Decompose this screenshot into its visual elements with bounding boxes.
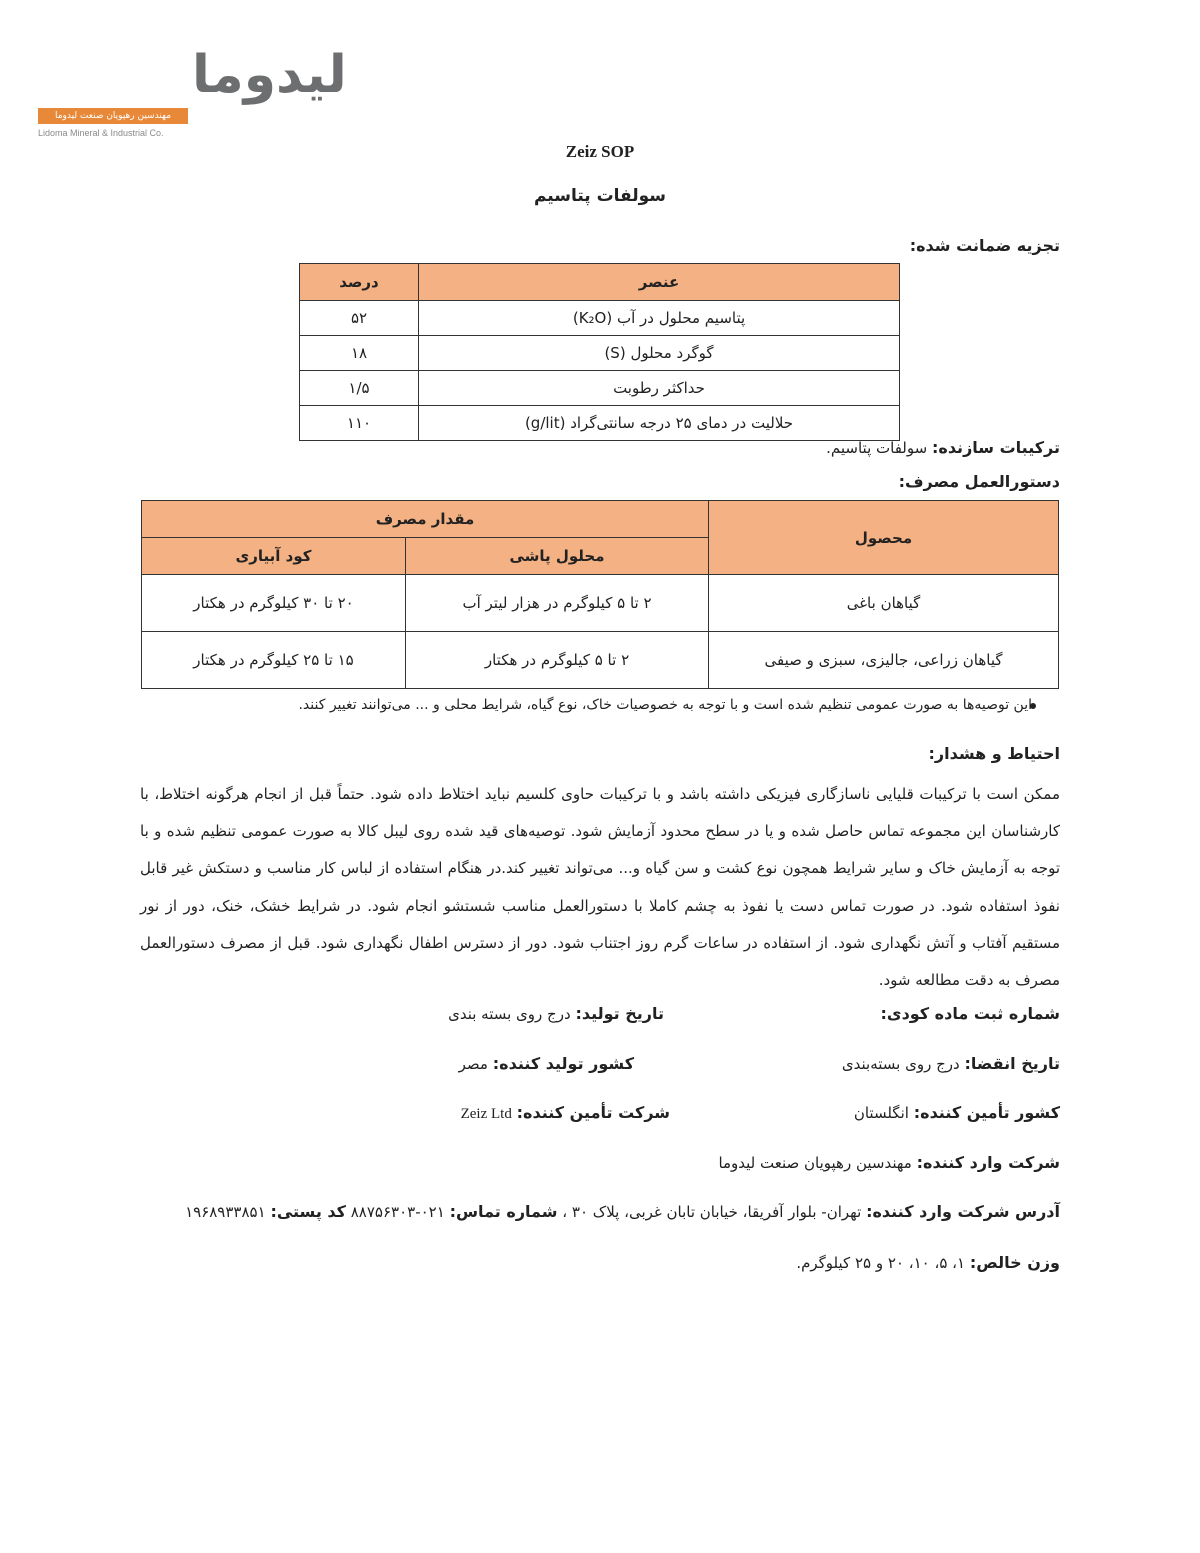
spray-cell: ۲ تا ۵ کیلوگرم در هزار لیتر آب <box>406 575 709 632</box>
address-value: تهران- بلوار آفریقا، خیابان تابان غربی، پلاک ۳۰ ، <box>562 1203 862 1221</box>
importer-field <box>718 1153 1060 1172</box>
product-title-en: Zeiz SOP <box>565 142 635 161</box>
logo-tagline: مهندسین رهپویان صنعت لیدوما <box>38 108 188 124</box>
company-logo <box>36 44 347 144</box>
warning-heading: احتیاط و هشدار: <box>928 744 1060 763</box>
usage-table <box>141 500 1059 689</box>
percent-cell: ۱۸ <box>300 336 419 371</box>
supplier-country-field <box>854 1103 1060 1122</box>
address-label: آدرس شرکت وارد کننده: <box>866 1202 1060 1221</box>
table-row <box>300 336 900 371</box>
supplier-country-label: کشور تأمین کننده: <box>913 1103 1060 1122</box>
registration-label: شماره ثبت ماده کودی: <box>880 1004 1060 1023</box>
analysis-heading: تجزیه ضمانت شده: <box>909 236 1060 255</box>
expiry-value: درج روی بسته‌بندی <box>841 1055 960 1073</box>
supplier-company-field <box>461 1103 670 1123</box>
usage-heading: دستورالعمل مصرف: <box>898 472 1060 491</box>
expiry-label: تاریخ انقضا: <box>964 1054 1060 1073</box>
element-cell: پتاسیم محلول در آب (K₂O) <box>419 301 900 336</box>
composition-value: سولفات پتاسیم. <box>826 439 928 457</box>
logo-wordmark-graphic <box>38 44 347 105</box>
expiry-field <box>842 1054 1060 1073</box>
address-field <box>185 1202 1060 1221</box>
postal-value: ۱۹۶۸۹۳۳۸۵۱ <box>185 1203 266 1221</box>
col-amount: مقدار مصرف <box>142 501 709 538</box>
phone-label: شماره تماس: <box>449 1202 558 1221</box>
product-title-fa: سولفات پتاسیم <box>533 186 667 206</box>
col-percent: درصد <box>300 264 419 301</box>
percent-cell: ۱/۵ <box>300 371 419 406</box>
origin-label: کشور تولید کننده: <box>492 1054 634 1073</box>
fertigation-cell: ۲۰ تا ۳۰ کیلوگرم در هکتار <box>142 575 406 632</box>
table-row <box>142 575 1059 632</box>
element-cell: حلالیت در دمای ۲۵ درجه سانتی‌گراد (g/lit) <box>419 406 900 441</box>
registration-field <box>881 1004 1061 1023</box>
usage-note: این توصیه‌ها به صورت عمومی تنظیم شده است و با توجه به خصوصیات خاک، نوع گیاه، شرایط محلی و ... می‌توانند تغییر کنند. <box>298 697 1032 713</box>
postal-label: کد پستی: <box>270 1202 346 1221</box>
table-row <box>300 406 900 441</box>
analysis-table <box>299 263 900 441</box>
percent-cell: ۱۱۰ <box>300 406 419 441</box>
production-date-value: درج روی بسته بندی <box>448 1005 571 1023</box>
usage-header-row <box>142 501 1059 538</box>
weight-value: ۱، ۵، ۱۰، ۲۰ و ۲۵ کیلوگرم. <box>796 1254 966 1272</box>
product-cell: گیاهان زراعی، جالیزی، سبزی و صیفی <box>709 632 1059 689</box>
importer-value: مهندسین رهپویان صنعت لیدوما <box>718 1154 912 1172</box>
supplier-company-value: Zeiz Ltd <box>460 1106 512 1122</box>
col-spray: محلول پاشی <box>406 538 709 575</box>
composition-line <box>826 438 1060 457</box>
production-date-field <box>448 1004 664 1023</box>
supplier-company-label: شرکت تأمین کننده: <box>516 1103 670 1122</box>
table-row <box>300 371 900 406</box>
warning-text: ممکن است با ترکیبات قلیایی ناسازگاری فیزیکی داشته باشد و با ترکیبات حاوی کلسیم نباید اختلاط داده شود. حتماً قبل از انجام هرگونه اختلاط، با کارشناسان این مجموعه تماس حاصل شده و یا در سطح محدود آزمایش شود. توصیه‌های قید شده روی لیبل کالا به صورت عمومی تنظیم شده و با توجه به آزمایش خاک و سایر شرایط همچون نوع کشت و سن گیاه و... می‌تواند تغییر کند.در هنگام استفاده از لباس کار مناسب و دستکش غیر قابل نفوذ استفاده شود. در صورت تماس دست یا نفوذ به چشم کاملا با دستورالعمل مناسب شستشو انجام شود. در شرایط خشک، خنک، دور از نور مستقیم آفتاب و آتش نگهداری شود. از استفاده در ساعات گرم روز اجتناب شود. دور از دسترس اطفال نگهداری شود. قبل از مصرف دستورالعمل مصرف به دقت مطالعه شود. <box>140 785 1060 990</box>
element-cell: حداکثر رطوبت <box>419 371 900 406</box>
importer-label: شرکت وارد کننده: <box>916 1153 1060 1172</box>
col-fertigation: کود آبیاری <box>142 538 406 575</box>
element-cell: گوگرد محلول (S) <box>419 336 900 371</box>
product-cell: گیاهان باغی <box>709 575 1059 632</box>
production-date-label: تاریخ تولید: <box>575 1004 664 1023</box>
phone-value: ۰۲۱-۸۸۷۵۶۳۰۳ <box>350 1203 445 1221</box>
table-row <box>300 301 900 336</box>
composition-label: ترکیبات سازنده: <box>931 438 1060 457</box>
analysis-header-row <box>300 264 900 301</box>
weight-field <box>796 1253 1060 1272</box>
weight-label: وزن خالص: <box>969 1253 1060 1272</box>
origin-field <box>459 1054 634 1073</box>
origin-value: مصر <box>458 1055 488 1073</box>
supplier-country-value: انگلستان <box>853 1104 909 1122</box>
logo-wordmark: لیدوما <box>192 45 347 105</box>
col-product: محصول <box>709 501 1059 575</box>
table-row <box>142 632 1059 689</box>
col-element: عنصر <box>419 264 900 301</box>
percent-cell: ۵۲ <box>300 301 419 336</box>
spray-cell: ۲ تا ۵ کیلوگرم در هکتار <box>406 632 709 689</box>
logo-english-name: Lidoma Mineral & Industrial Co. <box>38 128 164 138</box>
fertigation-cell: ۱۵ تا ۲۵ کیلوگرم در هکتار <box>142 632 406 689</box>
